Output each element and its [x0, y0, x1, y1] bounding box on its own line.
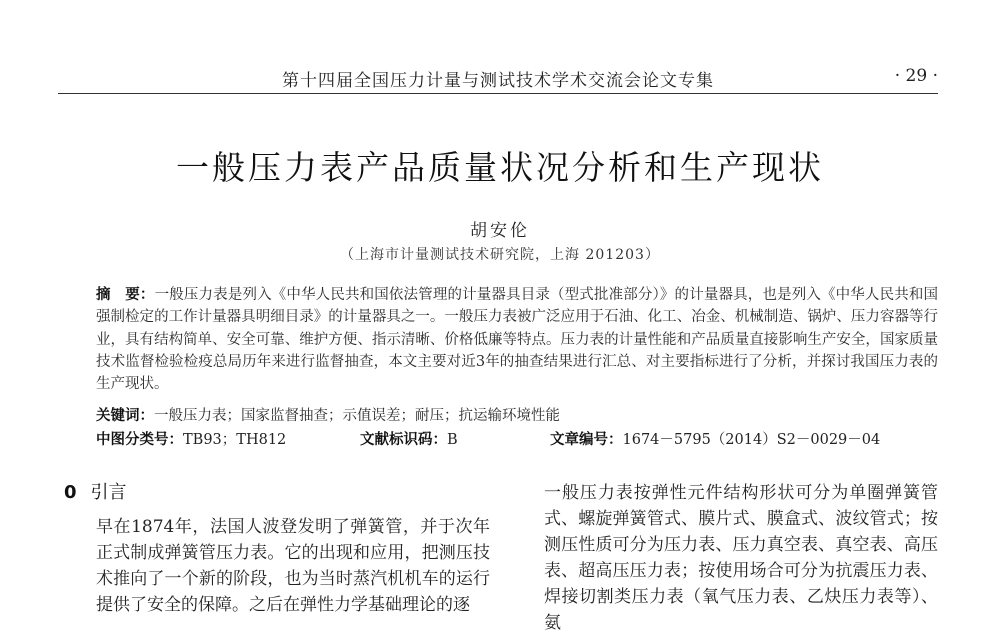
running-title: 第十四届全国压力计量与测试技术学术交流会论文专集 — [282, 71, 714, 91]
classification-line — [96, 428, 938, 450]
keywords — [96, 404, 938, 425]
section-heading — [62, 478, 490, 504]
section-title: 引言 — [90, 482, 127, 503]
left-column — [62, 478, 490, 618]
keywords-text: 一般压力表；国家监督抽查；示值误差；耐压；抗运输环境性能 — [154, 408, 560, 424]
document-code-label: 文献标识码： — [360, 432, 447, 448]
document-code — [360, 428, 458, 449]
clc-number — [96, 428, 286, 449]
author-affiliation: （上海市计量测试技术研究院，上海 201203） — [340, 247, 660, 263]
abstract-text: 一般压力表是列入《中华人民共和国依法管理的计量器具目录（型式批准部分）》的计量器具，也是列入《中华人民共和国强制检定的工作计量器具明细目录》的计量器具之一。一般压力表被广泛应用于石油、化工、冶金、机械制造、锅炉、压力容器等行业，具有结构简单、安全可靠、维护方便、指示清晰、价格低廉等特点。压力表的计量性能和产品质量直接影响生产安全，国家质量技术监督检验检疫总局历年来进行监督抽查，本文主要对近3年的抽查结果进行汇总、对主要指标进行了分析，并探讨我国压力表的生产现状。 — [96, 287, 939, 393]
right-column — [510, 480, 938, 636]
header-rule — [58, 93, 938, 94]
clc-label: 中图分类号： — [96, 432, 183, 448]
right-column-paragraph: 一般压力表按弹性元件结构形状可分为单圈弹簧管式、螺旋弹簧管式、膜片式、膜盒式、波纹管式；按测压性质可分为压力表、压力真空表、真空表、高压表、超高压压力表；按使用场合可分为抗震压力表、焊接切割类压力表（氧气压力表、乙炔压力表等）、氨 — [544, 483, 938, 633]
author-name: 胡安伦 — [470, 221, 530, 241]
paper-title: 一般压力表产品质量状况分析和生产现状 — [176, 148, 824, 187]
section-number: 0 — [64, 482, 77, 503]
running-header — [58, 64, 938, 91]
article-number-label: 文章编号： — [550, 432, 623, 448]
article-number-value: 1674－5795（2014）S2－0029－04 — [622, 432, 881, 448]
left-column-paragraph: 早在1874年，法国人波登发明了弹簧管，并于次年正式制成弹簧管压力表。它的出现和应用，把测压技术推向了一个新的阶段，也为当时蒸汽机机车的运行提供了安全的保障。之后在弹性力学基础理论的逐 — [96, 517, 490, 615]
keywords-label: 关键词： — [96, 408, 154, 424]
document-code-value: B — [447, 432, 458, 448]
abstract — [62, 284, 938, 395]
article-number — [550, 428, 880, 449]
abstract-label: 摘 要： — [96, 287, 155, 303]
page-number: · 29 · — [894, 66, 938, 86]
clc-value: TB93；TH812 — [183, 432, 287, 448]
